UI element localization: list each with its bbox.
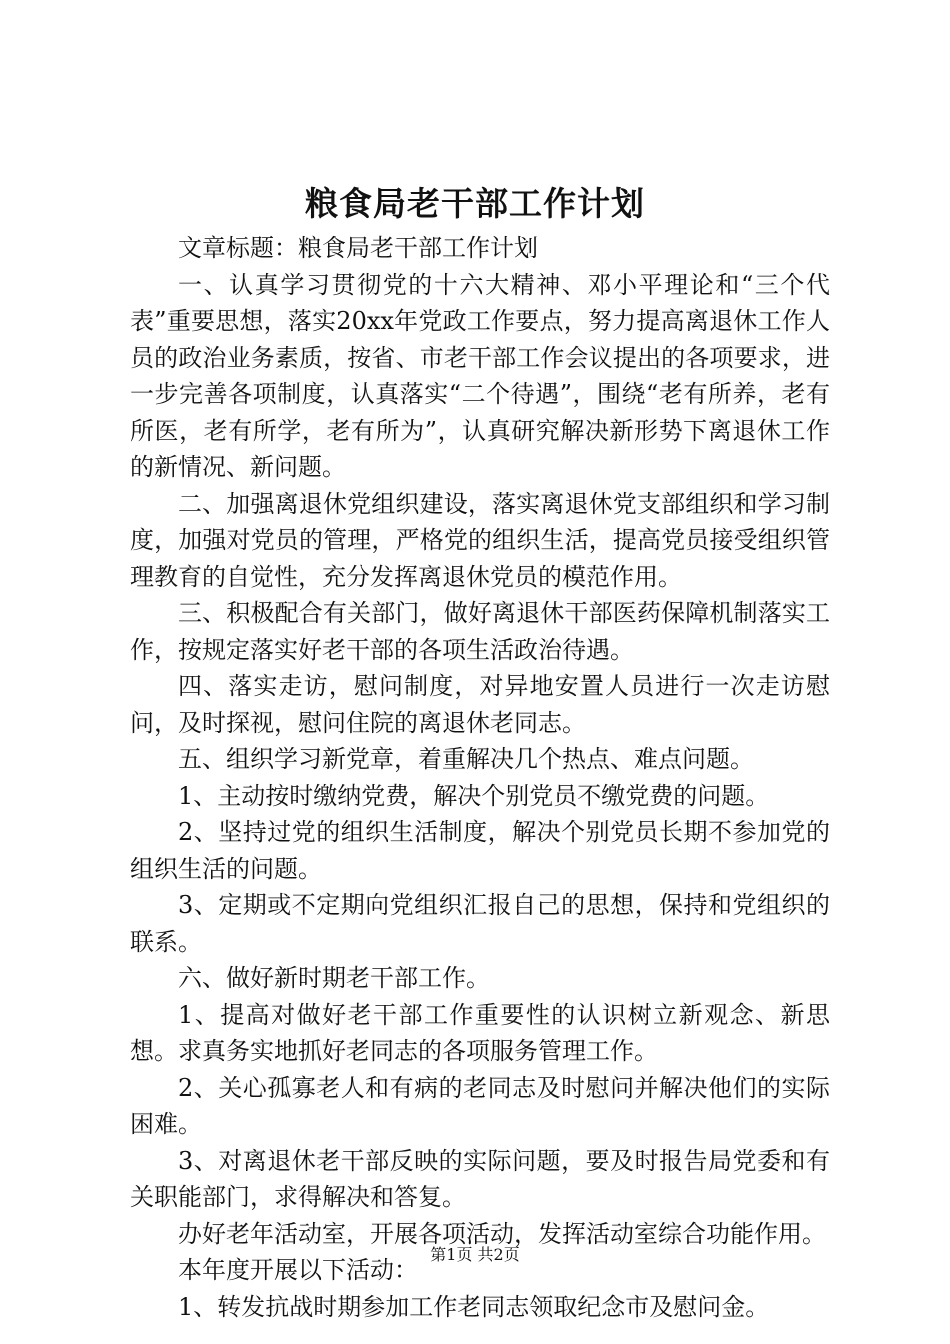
document-title: 粮食局老干部工作计划 [305, 184, 645, 223]
paragraph: 二、加强离退休党组织建设，落实离退休党支部组织和学习制度，加强对党员的管理，严格党的组织生活，提高党员接受组织管理教育的自觉性，充分发挥离退休党员的模范作用。 [130, 489, 830, 591]
paragraph: 文章标题：粮食局老干部工作计划 [178, 234, 538, 262]
paragraph: 1、提高对做好老干部工作重要性的认识树立新观念、新思想。求真务实地抓好老同志的各项服务管理工作。 [130, 1000, 830, 1065]
paragraph: 本年度开展以下活动： [178, 1256, 418, 1284]
paragraph: 3、对离退休老干部反映的实际问题，要及时报告局党委和有关职能部门，求得解决和答复。 [130, 1146, 830, 1211]
paragraph: 办好老年活动室，开展各项活动，发挥活动室综合功能作用。 [178, 1219, 826, 1248]
paragraph: 1、主动按时缴纳党费，解决个别党员不缴党费的问题。 [178, 781, 770, 810]
paragraph: 一、认真学习贯彻党的十六大精神、邓小平理论和“三个代表”重要思想，落实20xx年党政工作要点，努力提高离退休工作人员的政治业务素质，按省、市老干部工作会议提出的各项要求，进一步完善各项制度，认真落实“二个待遇”，围绕“老有所养，老有所医，老有所学，老有所为”，认真研究解决新形势下离退休工作的新情况、新问题。 [130, 270, 830, 481]
paragraph: 五、组织学习新党章，着重解决几个热点、难点问题。 [178, 745, 754, 773]
page-number-footer: 第1页 共2页 [430, 1245, 520, 1264]
paragraph: 1、转发抗战时期参加工作老同志领取纪念市及慰问金。 [178, 1292, 770, 1321]
paragraph: 六、做好新时期老干部工作。 [178, 964, 490, 992]
paragraph: 四、落实走访，慰问制度，对异地安置人员进行一次走访慰问，及时探视，慰问住院的离退休老同志。 [130, 672, 830, 737]
paragraph: 2、坚持过党的组织生活制度，解决个别党员长期不参加党的组织生活的问题。 [130, 818, 830, 883]
paragraph: 3、定期或不定期向党组织汇报自己的思想，保持和党组织的联系。 [130, 891, 830, 956]
paragraph: 三、积极配合有关部门，做好离退休干部医药保障机制落实工作，按规定落实好老干部的各项生活政治待遇。 [130, 599, 830, 664]
paragraph: 2、关心孤寡老人和有病的老同志及时慰问并解决他们的实际困难。 [130, 1073, 830, 1138]
document-body [130, 230, 830, 1325]
